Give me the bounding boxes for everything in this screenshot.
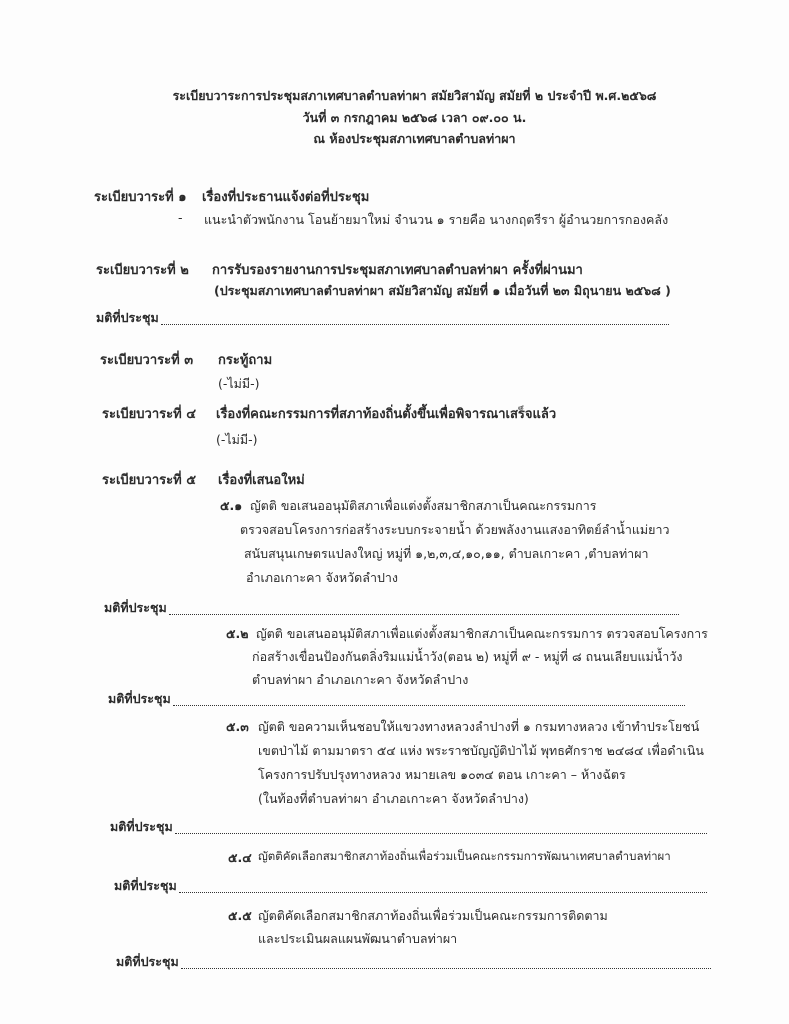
agenda-detail: (-ไม่มี-) [218,376,260,391]
resolution-label: มติที่ประชุม [104,600,167,615]
item-line: เขตป่าไม้ ตามมาตรา ๕๔ แห่ง พระราชบัญญัติป่าไม้ พุทธศักราช ๒๔๘๔ เพื่อดำเนิน [258,743,704,758]
item-line: ตรวจสอบโครงการก่อสร้างระบบกระจายน้ำ ด้วยพลังงานแสงอาทิตย์ลำน้ำแม่ยาว [240,522,670,537]
dotted-fill-line [169,604,679,615]
agenda-label: ระเบียบวาระที่ ๓ [100,353,194,368]
agenda-topic: กระทู้ถาม [218,353,273,368]
agenda-topic: การรับรองรายงานการประชุมสภาเทศบาลตำบลท่าผา ครั้งที่ผ่านมา [212,263,583,278]
item-line: ญัตติ ขอความเห็นชอบให้แขวงทางหลวงลำปางที่ ๑ กรมทางหลวง เข้าทำประโยชน์ [258,719,700,734]
resolution-line [108,689,685,709]
item-number: ๕.๑ [220,498,243,513]
resolution-line [114,876,707,896]
agenda-topic: เรื่องที่คณะกรรมการที่สภาท้องถิ่นตั้งขึ้นเพื่อพิจารณาเสร็จแล้ว [216,407,557,422]
resolution-label: มติที่ประชุม [108,691,171,706]
agenda-label: ระเบียบวาระที่ ๑ [94,190,187,205]
item-number: ๕.๔ [228,850,252,865]
item-line: ญัตติ ขอเสนออนุมัติสภาเพื่อแต่งตั้งสมาชิกสภาเป็นคณะกรรมการ [250,498,597,513]
resolution-label: มติที่ประชุม [116,954,179,969]
item-line: สนับสนุนเกษตรแปลงใหญ่ หมู่ที่ ๑,๒,๓,๔,๑๐,๑๑, ตำบลเกาะคา ,ตำบลท่าผา [244,546,649,561]
item-number: ๕.๕ [228,908,252,923]
dotted-fill-line [181,958,711,969]
resolution-label: มติที่ประชุม [114,878,177,893]
agenda-detail: (ประชุมสภาเทศบาลตำบลท่าผา สมัยวิสามัญ สมัยที่ ๑ เมื่อวันที่ ๒๓ มิถุนายน ๒๕๖๘ ) [214,283,671,298]
agenda-detail: แนะนำตัวพนักงาน โอนย้ายมาใหม่ จำนวน ๑ รายคือ นางกฤตรีรา ผู้อำนวยการกองคลัง [204,212,669,227]
item-line: โครงการปรับปรุงทางหลวง หมายเลข ๑๐๓๔ ตอน เกาะคา – ห้างฉัตร [258,767,626,782]
resolution-line [104,598,679,618]
dotted-fill-line [175,823,707,834]
agenda-3 [100,349,273,370]
item-line: ญัตติคัดเลือกสมาชิกสภาท้องถิ่นเพื่อร่วมเป็นคณะกรรมการติดตาม [258,908,608,923]
resolution-line [110,817,707,837]
dotted-fill-line [161,314,669,325]
agenda-detail: (-ไม่มี-) [216,432,258,447]
resolution-line [96,308,669,328]
item-line: ก่อสร้างเขื่อนป้องกันตลิ่งริมแม่น้ำวัง(ตอน ๒) หมู่ที่ ๙ - หมู่ที่ ๘ ถนนเลียบแม่น้ำวัง [252,649,683,664]
item-line: (ในท้องที่ตำบลท่าผา อำเภอเกาะคา จังหวัดลำปาง) [258,791,529,806]
item-number: ๕.๒ [226,626,249,641]
dotted-fill-line [179,882,707,893]
item-number: ๕.๓ [226,719,249,734]
item-line: ญัตติคัดเลือกสมาชิกสภาท้องถิ่นเพื่อร่วมเป็นคณะกรรมการพัฒนาเทศบาลตำบลท่าผา [258,849,671,863]
agenda-topic: เรื่องที่ประธานแจ้งต่อที่ประชุม [202,190,370,205]
agenda-label: ระเบียบวาระที่ ๔ [102,407,197,422]
document-title: ระเบียบวาระการประชุมสภาเทศบาลตำบลท่าผา สมัยวิสามัญ สมัยที่ ๒ ประจำปี พ.ศ.๒๕๖๘ [172,88,657,103]
agenda-label: ระเบียบวาระที่ ๒ [96,263,189,278]
resolution-label: มติที่ประชุม [110,819,173,834]
agenda-2 [96,259,583,280]
agenda-4 [102,403,557,424]
item-line: และประเมินผลแผนพัฒนาตำบลท่าผา [258,931,458,946]
item-line: อำเภอเกาะคา จังหวัดลำปาง [246,570,399,585]
meeting-location: ณ ห้องประชุมสภาเทศบาลตำบลท่าผา [313,131,516,146]
agenda-1 [94,186,370,207]
resolution-label: มติที่ประชุม [96,310,159,325]
dotted-fill-line [173,695,685,706]
resolution-line [116,952,711,972]
item-line: ตำบลท่าผา อำเภอเกาะคา จังหวัดลำปาง [252,672,469,687]
agenda-topic: เรื่องที่เสนอใหม่ [218,473,305,488]
agenda-5 [102,469,305,490]
bullet-dash: - [178,210,183,225]
item-line: ญัตติ ขอเสนออนุมัติสภาเพื่อแต่งตั้งสมาชิกสภาเป็นคณะกรรมการ ตรวจสอบโครงการ [256,626,708,641]
meeting-date: วันที่ ๓ กรกฎาคม ๒๕๖๘ เวลา ๐๙.๐๐ น. [302,110,527,125]
agenda-label: ระเบียบวาระที่ ๕ [102,473,197,488]
